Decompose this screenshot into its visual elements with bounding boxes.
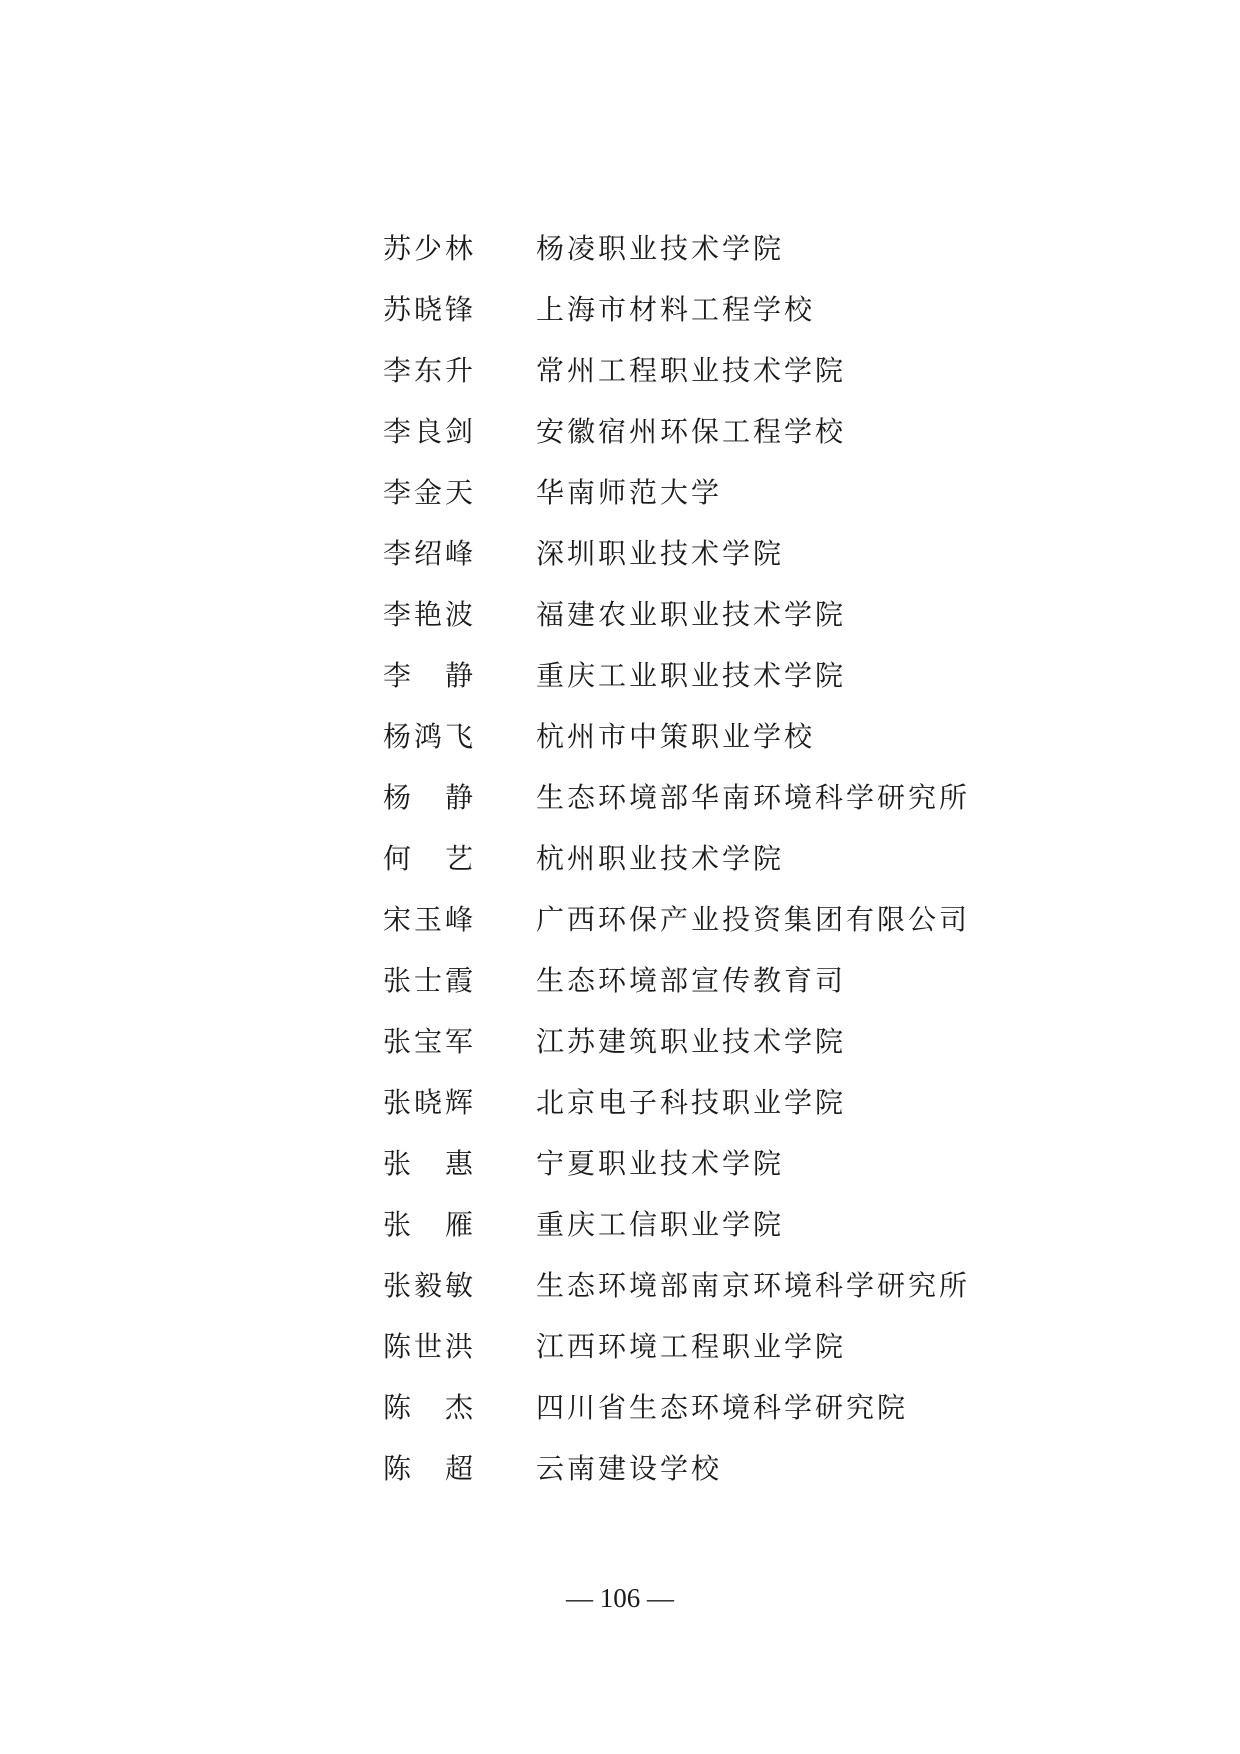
organization-name: 生态环境部南京环境科学研究所 [536, 1269, 971, 1302]
organization-name: 生态环境部华南环境科学研究所 [536, 781, 971, 814]
member-list [383, 218, 1103, 1499]
person-name: 宋玉峰 [383, 903, 477, 936]
list-item [383, 1194, 1103, 1255]
list-item [383, 767, 1103, 828]
list-item [383, 1377, 1103, 1438]
person-name: 苏晓锋 [383, 293, 477, 326]
list-item [383, 828, 1103, 889]
person-name: 何 艺 [383, 842, 477, 875]
list-item [383, 401, 1103, 462]
person-name: 陈 杰 [383, 1391, 477, 1424]
list-item [383, 1011, 1103, 1072]
person-name: 杨鸿飞 [383, 720, 477, 753]
person-name: 张 惠 [383, 1147, 477, 1180]
organization-name: 安徽宿州环保工程学校 [536, 415, 847, 448]
organization-name: 江西环境工程职业学院 [536, 1330, 847, 1363]
person-name: 李金天 [383, 476, 477, 509]
person-name: 苏少林 [383, 232, 477, 265]
organization-name: 北京电子科技职业学院 [536, 1086, 847, 1119]
list-item [383, 462, 1103, 523]
person-name: 李 静 [383, 659, 477, 692]
person-name: 张士霞 [383, 964, 477, 997]
list-item [383, 584, 1103, 645]
organization-name: 杨凌职业技术学院 [536, 232, 785, 265]
list-item [383, 950, 1103, 1011]
organization-name: 杭州市中策职业学校 [536, 720, 816, 753]
list-item [383, 645, 1103, 706]
organization-name: 重庆工信职业学院 [536, 1208, 785, 1241]
person-name: 张毅敏 [383, 1269, 477, 1302]
list-item [383, 340, 1103, 401]
organization-name: 福建农业职业技术学院 [536, 598, 847, 631]
person-name: 张 雁 [383, 1208, 477, 1241]
person-name: 陈世洪 [383, 1330, 477, 1363]
list-item [383, 1316, 1103, 1377]
organization-name: 云南建设学校 [536, 1452, 723, 1485]
list-item [383, 1133, 1103, 1194]
person-name: 张宝军 [383, 1025, 477, 1058]
list-item [383, 706, 1103, 767]
person-name: 李良剑 [383, 415, 477, 448]
organization-name: 江苏建筑职业技术学院 [536, 1025, 847, 1058]
person-name: 李绍峰 [383, 537, 477, 570]
person-name: 张晓辉 [383, 1086, 477, 1119]
organization-name: 生态环境部宣传教育司 [536, 964, 847, 997]
person-name: 陈 超 [383, 1452, 477, 1485]
list-item [383, 1072, 1103, 1133]
list-item [383, 1255, 1103, 1316]
list-item [383, 279, 1103, 340]
organization-name: 华南师范大学 [536, 476, 723, 509]
list-item [383, 218, 1103, 279]
organization-name: 宁夏职业技术学院 [536, 1147, 785, 1180]
organization-name: 常州工程职业技术学院 [536, 354, 847, 387]
organization-name: 广西环保产业投资集团有限公司 [536, 903, 971, 936]
list-item [383, 1438, 1103, 1499]
organization-name: 重庆工业职业技术学院 [536, 659, 847, 692]
organization-name: 深圳职业技术学院 [536, 537, 785, 570]
page-number: — 106 — [566, 1583, 674, 1613]
organization-name: 上海市材料工程学校 [536, 293, 816, 326]
organization-name: 杭州职业技术学院 [536, 842, 785, 875]
list-item [383, 523, 1103, 584]
person-name: 李艳波 [383, 598, 477, 631]
person-name: 李东升 [383, 354, 477, 387]
organization-name: 四川省生态环境科学研究院 [536, 1391, 909, 1424]
person-name: 杨 静 [383, 781, 477, 814]
list-item [383, 889, 1103, 950]
